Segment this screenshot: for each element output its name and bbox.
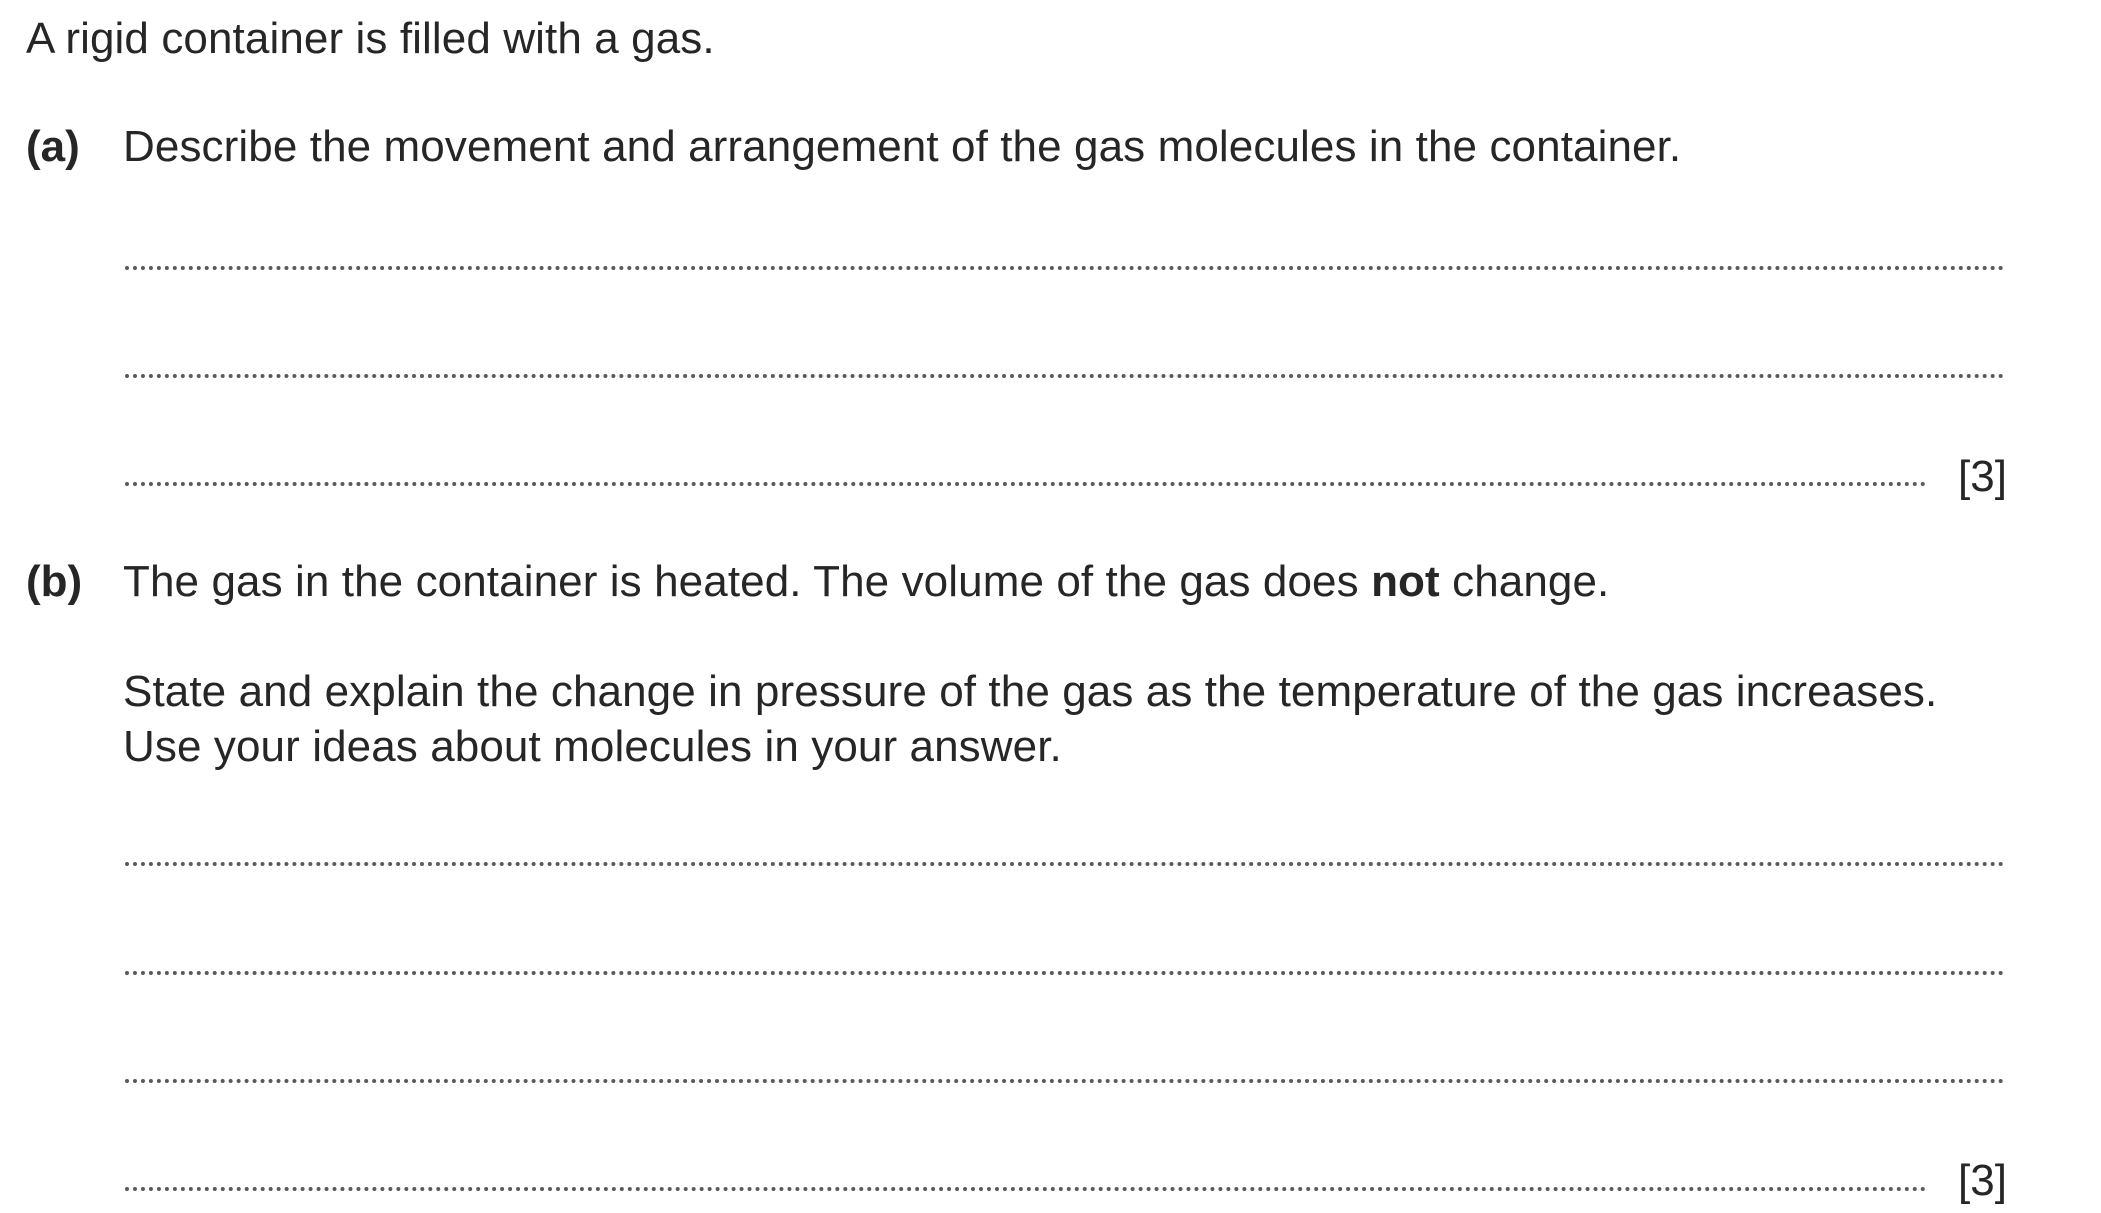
part-a-answer-line-1[interactable] (125, 266, 2005, 270)
part-b-label: (b) (26, 557, 83, 606)
part-b-answer-line-2[interactable] (125, 971, 2005, 975)
part-a-answer-line-3[interactable] (125, 482, 1927, 486)
part-b-question-start: The gas in the container is heated. The volume of the gas does (123, 557, 1372, 606)
part-b-question-bold: not (1371, 557, 1440, 606)
part-b-instruction-line-1: State and explain the change in pressure of the gas as the temperature of the gas increases. (123, 667, 1938, 716)
part-b-answer-line-3[interactable] (125, 1079, 2005, 1083)
part-b-question-end: change. (1439, 557, 1610, 606)
part-a-question: Describe the movement and arrangement of the gas molecules in the container. (123, 122, 1682, 171)
part-b-answer-line-1[interactable] (125, 862, 2005, 866)
part-a-label: (a) (26, 122, 80, 171)
question-intro: A rigid container is filled with a gas. (26, 14, 715, 63)
part-b-question (123, 555, 1609, 609)
part-b-answer-line-4[interactable] (125, 1187, 1927, 1191)
part-b-instruction-line-2: Use your ideas about molecules in your answer. (123, 722, 1062, 771)
part-a-marks: [3] (1958, 452, 2007, 501)
part-a-answer-line-2[interactable] (125, 374, 2005, 378)
part-b-marks: [3] (1958, 1156, 2007, 1205)
